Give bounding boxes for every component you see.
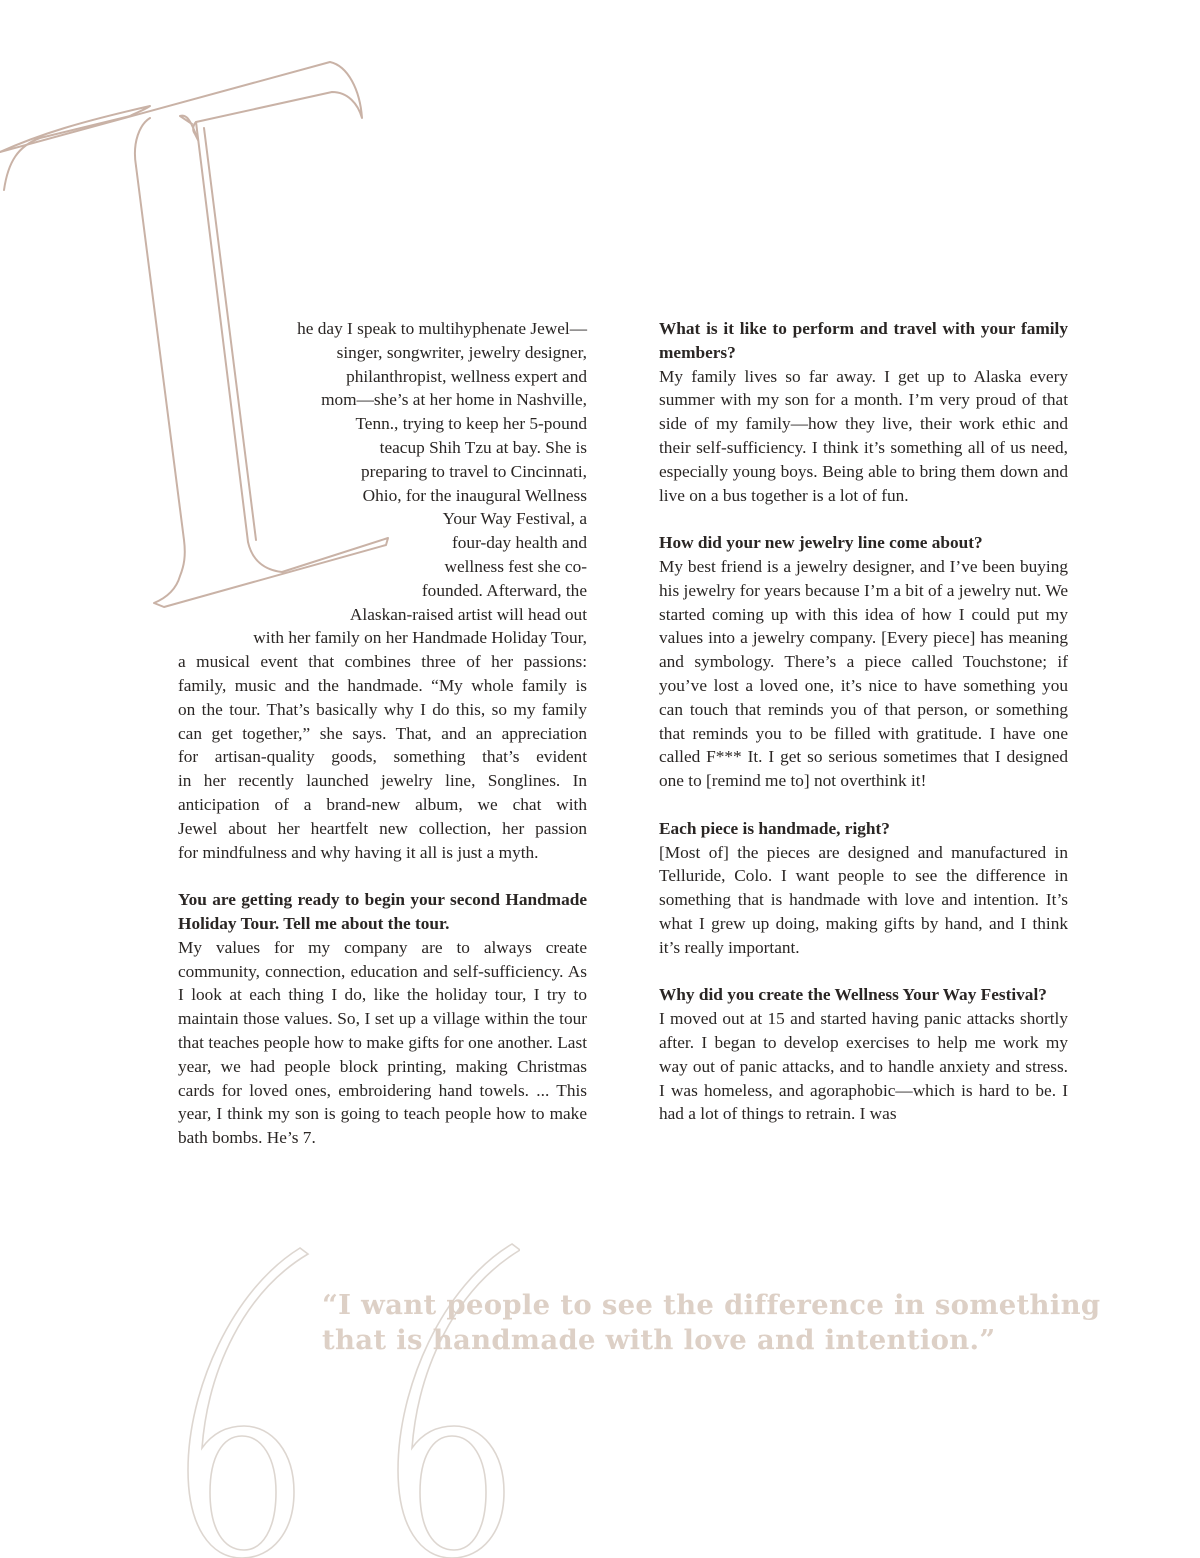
article-left-column xyxy=(178,317,587,1150)
intro-line: for mindfulness and why having it all is just a myth. xyxy=(178,842,539,862)
qa-answer: My family lives so far away. I get up to Alaska every summer with my son for a month. I’m very proud of that side of my family—how they live, their work ethic and their self-sufficiency. I think it’s something all of us need, especially young boys. Being able to bring them down and live on a bus together is a lot of fun. xyxy=(659,366,1068,505)
intro-line: Alaskan-raised artist will head out xyxy=(349,604,587,624)
intro-line: preparing to travel to Cincinnati, xyxy=(360,461,587,481)
pull-quote-line: “I want people to see the difference in something xyxy=(322,1289,1101,1321)
intro-line: in her recently launched jewelry line, Songlines. In xyxy=(178,771,587,791)
pull-quote xyxy=(322,1288,1101,1358)
intro-line: mom—she’s at her home in Nashville, xyxy=(321,390,587,410)
intro-line: a musical event that combines three of her passions: xyxy=(178,652,587,672)
qa-question: You are getting ready to begin your second Handmade Holiday Tour. Tell me about the tour. xyxy=(178,890,587,933)
qa-answer: My best friend is a jewelry designer, and I’ve been buying his jewelry for years because I’m a bit of a jewelry nut. We started coming up with this idea of how I could put my values into a jewelry company. [Every piece] has meaning and symbology. There’s a piece called Touchstone; if you’ve lost a loved one, it’s nice to have something you can touch that reminds you of that person, or something that reminds you to be filled with gratitude. I have one called F*** It. I get so serious sometimes that I designed one to [remind me to] not overthink it! xyxy=(659,556,1068,791)
intro-line: family, music and the handmade. “My whole family is xyxy=(178,675,587,695)
qa-answer: [Most of] the pieces are designed and manufactured in Telluride, Colo. I want people to see the difference in something that is handmade with love and intention. It’s what I grew up doing, making gifts by hand, and I think it’s really important. xyxy=(659,842,1068,957)
intro-line: singer, songwriter, jewelry designer, xyxy=(336,342,587,362)
intro-line: can get together,” she says. That, and an appreciation xyxy=(178,723,587,743)
qa-question: What is it like to perform and travel with your family members? xyxy=(659,319,1068,362)
intro-line: for artisan-quality goods, something that’s evident xyxy=(178,747,587,767)
intro-line: with her family on her Handmade Holiday Tour, xyxy=(253,628,587,648)
article-right-column xyxy=(659,317,1068,1126)
pull-quote-line: that is handmade with love and intention.” xyxy=(322,1324,996,1356)
intro-line: Tenn., trying to keep her 5-pound xyxy=(355,414,587,434)
qa-question: Each piece is handmade, right? xyxy=(659,818,890,838)
intro-line: philanthropist, wellness expert and xyxy=(346,366,587,386)
quote-mark-outline xyxy=(160,1230,520,1558)
qa-question: How did your new jewelry line come about? xyxy=(659,533,983,553)
intro-line: on the tour. That’s basically why I do this, so my family xyxy=(178,699,587,719)
intro-line: he day I speak to multihyphenate Jewel— xyxy=(297,319,587,338)
intro-line: Ohio, for the inaugural Wellness xyxy=(362,485,587,505)
intro-line: teacup Shih Tzu at bay. She is xyxy=(379,437,587,457)
intro-line: four-day health and xyxy=(452,533,587,553)
qa-answer: I moved out at 15 and started having panic attacks shortly after. I began to develop exercises to help me work my way out of panic attacks, and to handle anxiety and stress. I was homeless, and agoraphobic—which is hard to be. I had a lot of things to retrain. I was xyxy=(659,1009,1068,1124)
intro-line: Your Way Festival, a xyxy=(442,509,587,529)
intro-line: anticipation of a brand-new album, we chat with xyxy=(178,794,587,814)
qa-answer: My values for my company are to always create community, connection, education and self-sufficiency. As I look at each thing I do, like the holiday tour, I try to maintain those values. So, I set up a village within the tour that teaches people how to make gifts for one another. Last year, we had people block printing, making Christmas cards for loved ones, embroidering hand towels. ... This year, I think my son is going to teach people how to make bath bombs. He’s 7. xyxy=(178,937,587,1148)
intro-line: wellness fest she co- xyxy=(444,556,587,576)
intro-paragraph xyxy=(178,317,587,864)
qa-question: Why did you create the Wellness Your Way Festival? xyxy=(659,985,1047,1005)
intro-line: founded. Afterward, the xyxy=(421,580,587,600)
intro-line: Jewel about her heartfelt new collection, her passion xyxy=(178,818,587,838)
